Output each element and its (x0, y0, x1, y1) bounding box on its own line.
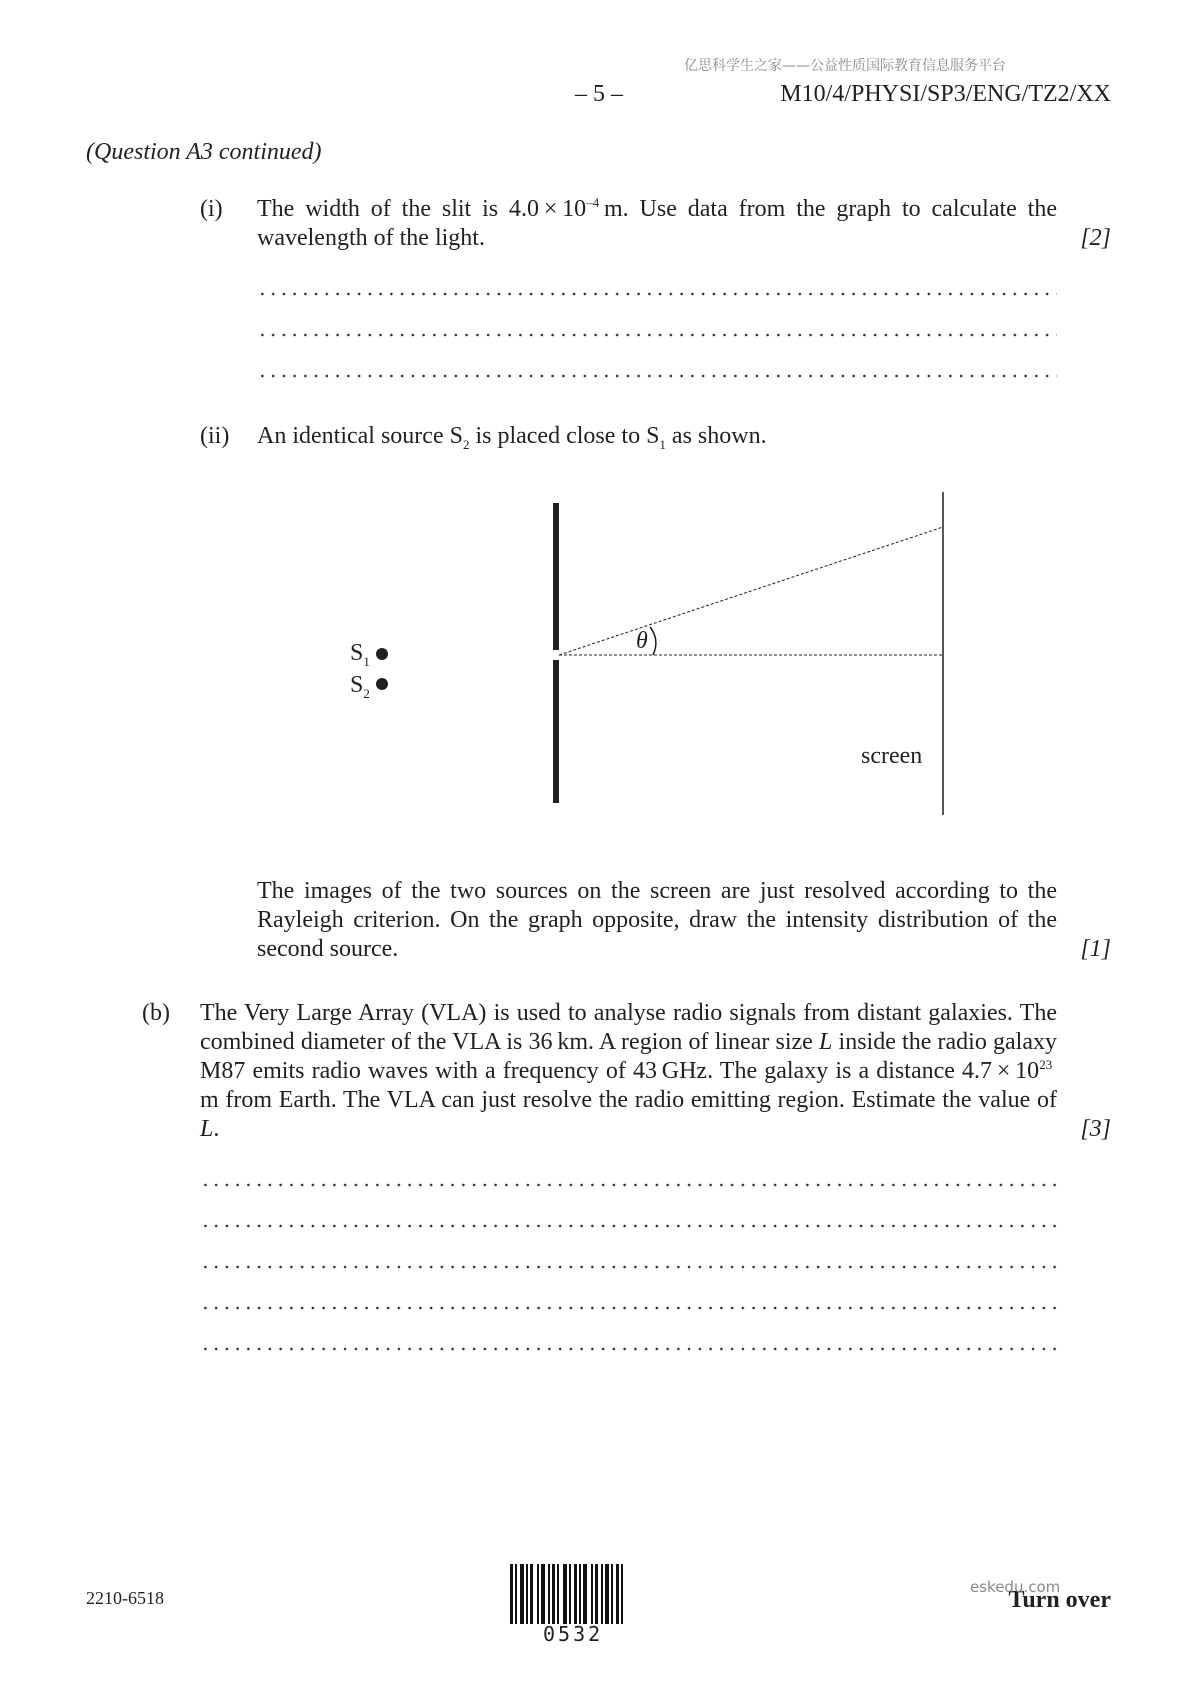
part-b-text-b: inside the radio galaxy M87 emits radio waves with a frequency of 43 GHz. The galaxy is a distance 4.7 × 10 (200, 1029, 1057, 1084)
s1-label (350, 639, 370, 668)
part-b-variable-l: L (819, 1029, 833, 1055)
part-ii-text-c: as shown. (665, 423, 767, 449)
s2-sub: 2 (363, 685, 370, 701)
part-b-label: (b) (142, 1000, 170, 1026)
part-i-exponent: –4 (586, 195, 600, 210)
watermark-bottom: eskedu.com (970, 1578, 1061, 1596)
source-s1-dot (376, 648, 388, 660)
answer-line[interactable] (200, 1175, 1057, 1195)
part-ii-sub-b: 1 (659, 436, 666, 452)
part-b-question (200, 999, 1057, 1144)
answer-line[interactable] (200, 1339, 1057, 1359)
turn-over: Turn over (1008, 1587, 1111, 1613)
question-continued: (Question A3 continued) (86, 139, 322, 165)
angle-arc (650, 627, 656, 655)
theta-label: θ (636, 628, 648, 654)
part-ii-description: The images of the two sources on the screen are just resolved according to the Rayleigh criterion. On the graph opposite, draw the intensity distribution of the second source. (257, 878, 1057, 962)
part-i-text-a: The width of the slit is 4.0 × 10 (257, 196, 587, 222)
part-ii-marks: [1] (1080, 936, 1111, 962)
part-b-marks: [3] (1080, 1116, 1111, 1142)
part-ii-text-a: An identical source S (257, 423, 463, 449)
source-s2-dot (376, 678, 388, 690)
page-number: – 5 – (575, 81, 623, 107)
footer-code: 2210-6518 (86, 1588, 164, 1608)
part-ii-sub-a: 2 (462, 436, 470, 452)
s1-sub: 1 (363, 653, 370, 669)
part-i-label: (i) (200, 196, 223, 222)
part-ii-text-b: is placed close to S (469, 423, 660, 449)
s2-letter: S (350, 672, 364, 698)
barrier-lower (553, 660, 559, 803)
barcode (510, 1564, 642, 1618)
answer-line[interactable] (200, 1298, 1057, 1318)
part-ii-label: (ii) (200, 423, 230, 449)
paper-code: M10/4/PHYSI/SP3/ENG/TZ2/XX (780, 81, 1111, 107)
part-b-text-a: The Very Large Array (VLA) is used to analyse radio signals from distant galaxies. The combined diameter of the VLA is 36 km. A region of linear size (200, 1000, 1057, 1055)
answer-line[interactable] (200, 1216, 1057, 1236)
part-b-text-d: . (213, 1116, 220, 1142)
barcode-number: 0532 (543, 1622, 604, 1646)
s1-letter: S (350, 640, 364, 666)
watermark-top: 亿思科学生之家——公益性质国际教育信息服务平台 (684, 58, 1006, 74)
s2-label (350, 671, 370, 700)
part-b-text-c: m from Earth. The VLA can just resolve the radio emitting region. Estimate the value of (200, 1058, 1057, 1113)
angled-ray-dashed (559, 527, 943, 655)
screen-label: screen (861, 743, 923, 769)
part-b-exponent: 23 (1039, 1057, 1053, 1072)
answer-line[interactable] (200, 1257, 1057, 1277)
part-b-variable-l2: L (200, 1116, 214, 1142)
part-i-text-b: m. Use data from the graph to calculate the wavelength of the light. (257, 196, 1058, 251)
barrier-upper (553, 503, 559, 650)
part-i-marks: [2] (1080, 225, 1111, 251)
